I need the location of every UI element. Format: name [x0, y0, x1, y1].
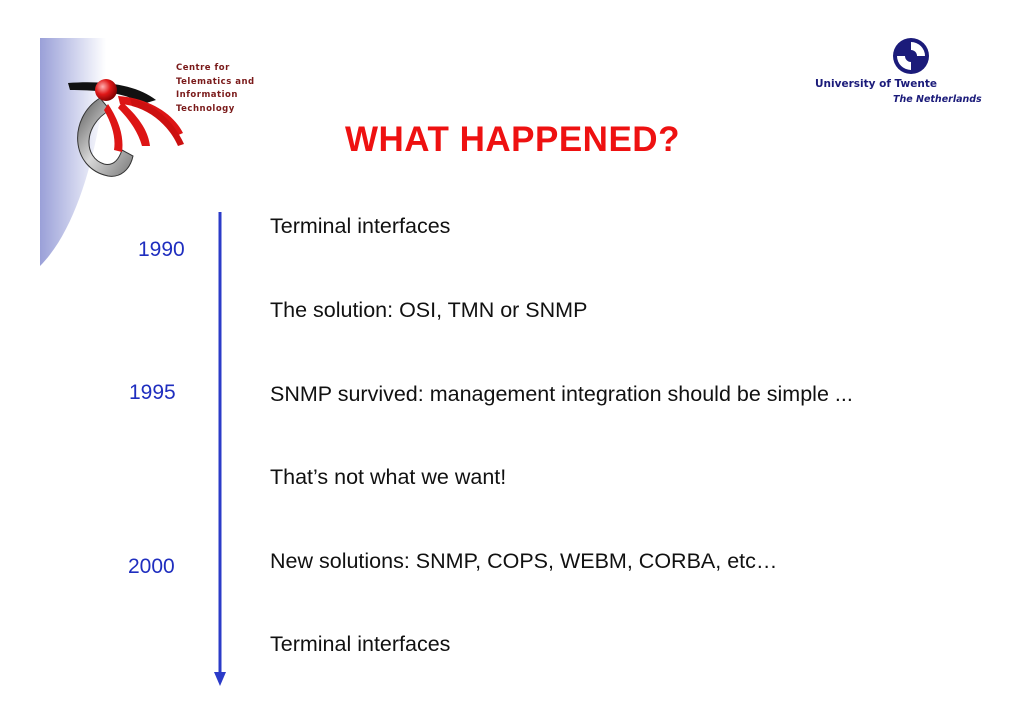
timeline-item: Terminal interfaces [270, 214, 451, 238]
timeline-year: 2000 [128, 555, 175, 578]
ctit-line: Centre for [176, 63, 230, 73]
timeline-item: The solution: OSI, TMN or SNMP [270, 298, 588, 322]
ctit-logo-text [176, 62, 255, 116]
university-of-twente-logo-icon [890, 36, 932, 76]
university-country: The Netherlands [893, 94, 982, 105]
timeline-year: 1995 [129, 381, 176, 404]
ctit-line: Telematics and [176, 76, 255, 87]
ctit-line: Information [176, 90, 238, 100]
timeline-item: New solutions: SNMP, COPS, WEBM, CORBA, etc… [270, 549, 778, 573]
university-name: University of Twente [815, 78, 937, 90]
page-title: WHAT HAPPENED? [345, 120, 680, 159]
timeline-arrow-icon [205, 210, 237, 690]
timeline-item: Terminal interfaces [270, 632, 451, 656]
timeline-item: That’s not what we want! [270, 465, 507, 489]
timeline-item: SNMP survived: management integration should be simple ... [270, 382, 853, 406]
timeline-year: 1990 [138, 238, 185, 261]
ctit-line: Technology [176, 103, 235, 114]
